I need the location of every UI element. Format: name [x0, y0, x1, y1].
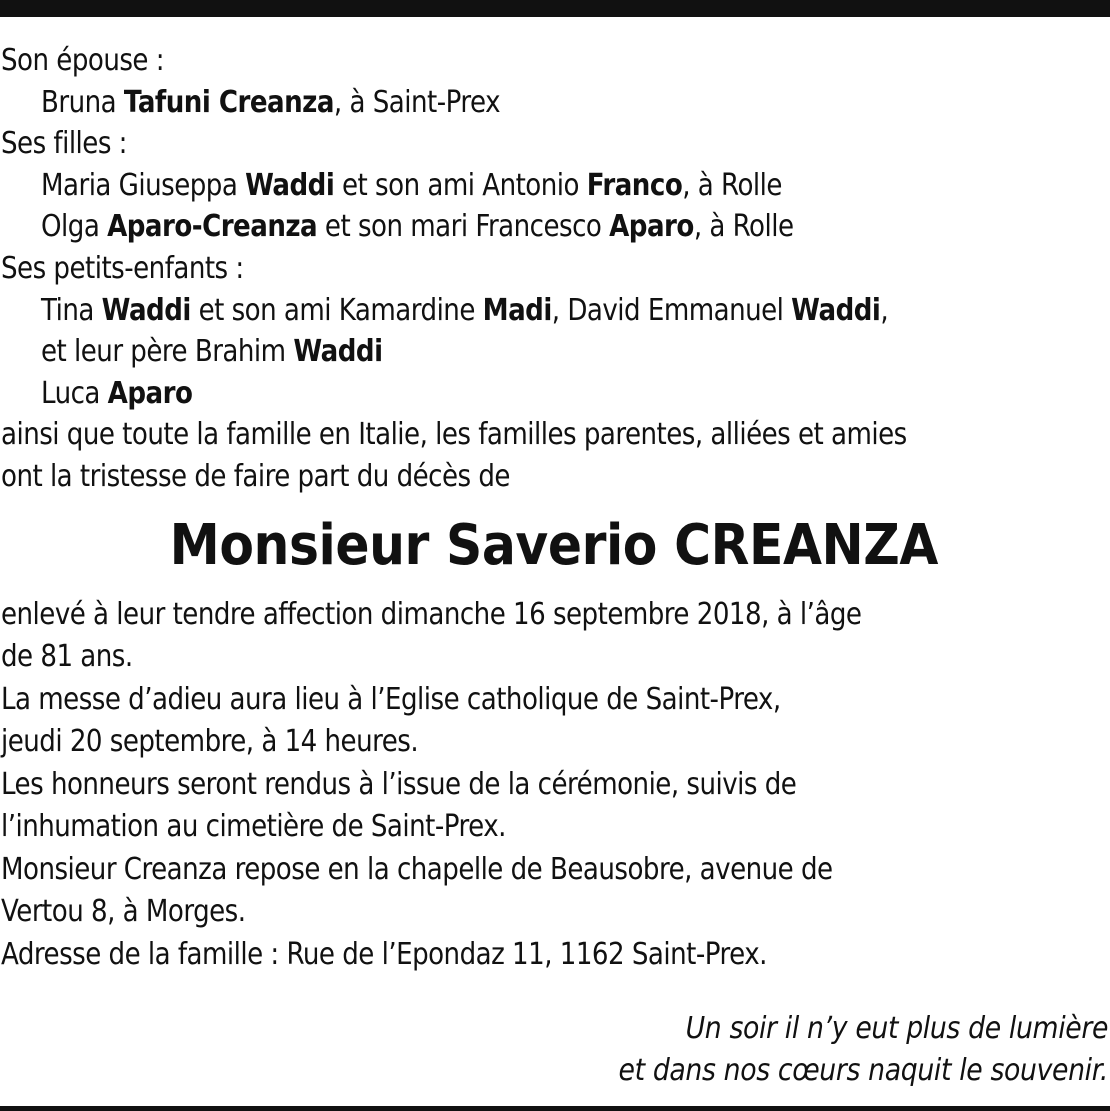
daughter2-place: , à Rolle — [693, 209, 794, 245]
detail-line: l’inhumation au cimetière de Saint-Prex. — [1, 809, 506, 845]
gc1-f: Waddi — [791, 292, 881, 328]
detail-line: enlevé à leur tendre affection dimanche 16 septembre 2018, à l’âge — [1, 596, 862, 632]
grandchildren-line-3 — [1, 373, 963, 415]
daughter2-partner: Aparo — [609, 209, 694, 245]
gc3-b: Aparo — [107, 375, 193, 411]
daughter2-mid: et son mari Francesco — [317, 209, 610, 245]
detail-line: Adresse de la famille : Rue de l’Epondaz 11, 1162 Saint-Prex. — [1, 936, 767, 972]
gc1-b: Waddi — [101, 292, 191, 328]
daughter1-first: Maria Giuseppa — [41, 167, 246, 203]
grandchildren-heading: Ses petits-enfants : — [1, 250, 244, 286]
daughter1-mid: et son ami Antonio — [334, 167, 587, 203]
family-section — [1, 40, 1107, 498]
gc2-a: et leur père Brahim — [41, 334, 294, 370]
spouse-heading: Son épouse : — [1, 43, 165, 78]
daughters-heading: Ses filles : — [1, 126, 127, 162]
grandchildren-line-1 — [1, 290, 963, 332]
daughter1-partner: Franco — [586, 167, 683, 203]
closing-line-2: ont la tristesse de faire part du décès de — [1, 458, 510, 494]
details-section — [1, 594, 1107, 977]
obituary-body — [1, 40, 1107, 976]
closing-line-1: ainsi que toute la famille en Italie, les familles parentes, alliées et amies — [1, 417, 907, 453]
top-border-rule — [0, 0, 1110, 17]
bottom-border-rule — [0, 1106, 1110, 1111]
gc1-d: Madi — [482, 292, 552, 328]
deceased-name: Monsieur Saverio CREANZA — [169, 512, 939, 578]
epitaph-line-2: et dans nos cœurs naquit le souvenir. — [618, 1053, 1108, 1088]
daughter-line-2 — [1, 206, 963, 248]
gc1-e: , David Emmanuel — [551, 292, 792, 328]
epitaph-line-1: Un soir il n’y eut plus de lumière — [685, 1011, 1108, 1046]
gc1-g: , — [880, 292, 889, 328]
daughter2-last: Aparo-Creanza — [107, 209, 318, 245]
daughter-line-1 — [1, 165, 963, 207]
gc1-c: et son ami Kamardine — [190, 292, 483, 328]
detail-line: Les honneurs seront rendus à l’issue de la cérémonie, suivis de — [1, 766, 797, 802]
grandchildren-line-2 — [1, 331, 963, 373]
detail-line: La messe d’adieu aura lieu à l’Eglise catholique de Saint-Prex, — [1, 681, 781, 717]
detail-line: de 81 ans. — [1, 639, 133, 675]
epitaph — [558, 1008, 1108, 1092]
deceased-name-block — [1, 514, 1107, 594]
spouse-place: , à Saint-Prex — [333, 84, 500, 120]
daughter2-first: Olga — [41, 209, 108, 245]
daughter1-place: , à Rolle — [682, 167, 782, 203]
detail-line: jeudi 20 septembre, à 14 heures. — [1, 724, 419, 760]
detail-line: Monsieur Creanza repose en la chapelle de Beausobre, avenue de — [1, 851, 833, 887]
daughter1-last: Waddi — [245, 167, 335, 203]
gc2-b: Waddi — [293, 334, 383, 370]
gc1-a: Tina — [41, 292, 102, 328]
gc3-a: Luca — [41, 375, 108, 411]
detail-line: Vertou 8, à Morges. — [1, 894, 246, 930]
spouse-first-name: Bruna — [41, 84, 124, 120]
spouse-last-name: Tafuni Creanza — [123, 84, 334, 120]
spouse-line — [1, 82, 963, 124]
